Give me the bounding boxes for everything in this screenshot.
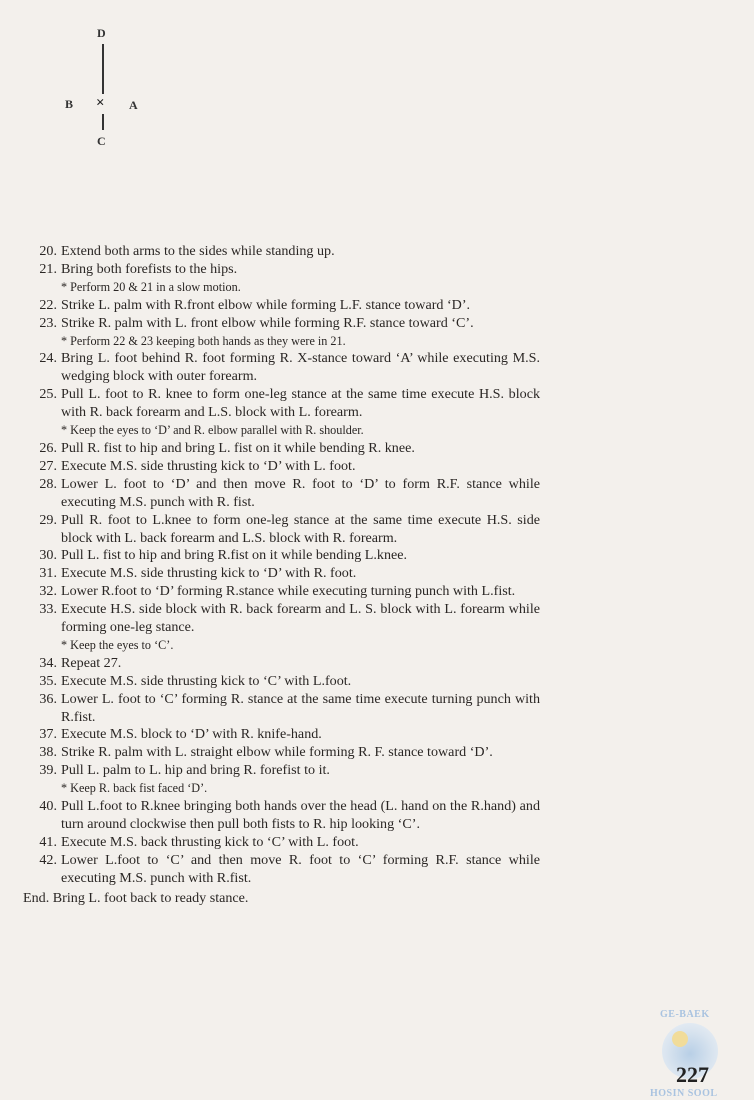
step-note (25, 333, 540, 351)
step-number: 31. (39, 565, 57, 582)
note-indent (25, 637, 61, 655)
step-text: Bring L. foot behind R. foot forming R. X-stance toward ‘A’ while executing M.S. wedging block with outer forearm. (61, 350, 540, 385)
step-number: 25. (39, 386, 57, 403)
step-text: Pull L. foot to R. knee to form one-leg stance at the same time execute H.S. block with R. back forearm and L.S. block with L. forearm. (61, 386, 540, 421)
step-text: Lower L. foot to ‘C’ forming R. stance at the same time execute turning punch with R.fist. (61, 690, 540, 725)
step-number: 29. (39, 511, 57, 528)
step-number: 24. (39, 350, 57, 367)
step-text: Execute M.S. side thrusting kick to ‘C’ with L.foot. (61, 672, 352, 689)
center-x-mark: × (96, 95, 105, 111)
step-number: 22. (39, 296, 57, 313)
step-text: Lower L.foot to ‘C’ and then move R. foot to ‘C’ forming R.F. stance while executing M.S. punch with R.fist. (61, 851, 540, 886)
logo-top-text: GE-BAEK (660, 1009, 710, 1020)
step-text: Repeat 27. (61, 654, 122, 671)
diagram-lower-line (102, 114, 104, 130)
step-item (25, 297, 540, 315)
direction-d-label: D (97, 26, 106, 40)
step-number: 30. (39, 547, 57, 564)
step-text: Execute M.S. back thrusting kick to ‘C’ with L. foot. (61, 833, 359, 850)
step-text: Pull L. palm to L. hip and bring R. forefist to it. (61, 762, 330, 779)
step-text: Strike L. palm with R.front elbow while forming L.F. stance toward ‘D’. (61, 296, 471, 313)
step-text: Strike R. palm with L. straight elbow while forming R. F. stance toward ‘D’. (61, 744, 493, 761)
step-item (25, 673, 540, 691)
step-item (25, 243, 540, 261)
step-number: 39. (39, 762, 57, 779)
step-text: Execute M.S. side thrusting kick to ‘D’ with R. foot. (61, 565, 357, 582)
end-line (23, 890, 540, 908)
step-number: 41. (39, 833, 57, 850)
note-text: * Keep the eyes to ‘C’. (61, 637, 174, 652)
step-item (25, 852, 540, 888)
step-note (25, 279, 540, 297)
step-number: 27. (39, 457, 57, 474)
direction-c-label: C (97, 134, 106, 148)
step-text: Execute H.S. side block with R. back forearm and L. S. block with L. forearm while forming one-leg stance. (61, 601, 540, 636)
step-text: Execute M.S. side thrusting kick to ‘D’ with L. foot. (61, 457, 356, 474)
step-item (25, 655, 540, 673)
step-note (25, 422, 540, 440)
step-number: 33. (39, 601, 57, 618)
end-text: Bring L. foot back to ready stance. (52, 889, 249, 906)
step-note (25, 637, 540, 655)
step-number: 21. (39, 260, 57, 277)
step-item (25, 565, 540, 583)
step-item (25, 798, 540, 834)
end-label: End. (23, 889, 50, 906)
note-text: * Perform 22 & 23 keeping both hands as they were in 21. (61, 333, 346, 348)
step-item (25, 512, 540, 548)
step-number: 35. (39, 672, 57, 689)
step-text: Extend both arms to the sides while standing up. (61, 243, 335, 259)
step-item (25, 476, 540, 512)
note-indent (25, 422, 61, 440)
logo-bottom-text: HOSIN SOOL (650, 1088, 718, 1099)
step-item (25, 315, 540, 333)
step-text: Strike R. palm with L. front elbow while forming R.F. stance toward ‘C’. (61, 314, 474, 331)
note-text: * Keep R. back fist faced ‘D’. (61, 781, 208, 796)
note-indent (25, 780, 61, 798)
step-item (25, 261, 540, 279)
step-number: 26. (39, 439, 57, 456)
step-text: Bring both forefists to the hips. (61, 260, 238, 277)
step-number: 42. (39, 851, 57, 868)
step-item (25, 386, 540, 422)
direction-b-label: B (65, 97, 74, 111)
step-number: 40. (39, 798, 57, 815)
step-number: 23. (39, 314, 57, 331)
step-item (25, 350, 540, 386)
diagram-upper-line (102, 44, 104, 94)
step-number: 28. (39, 475, 57, 492)
step-text: Pull L.foot to R.knee bringing both hands over the head (L. hand on the R.hand) and turn around clockwise then pull both fists to R. hip looking ‘C’. (61, 798, 540, 832)
step-number: 20. (39, 243, 57, 259)
step-number: 38. (39, 744, 57, 761)
step-item (25, 726, 540, 744)
step-text: Pull L. fist to hip and bring R.fist on it while bending L.knee. (61, 547, 408, 564)
step-item (25, 691, 540, 727)
step-text: Pull R. fist to hip and bring L. fist on it while bending R. knee. (61, 439, 415, 456)
step-item (25, 601, 540, 637)
step-text: Execute M.S. block to ‘D’ with R. knife-hand. (61, 726, 322, 743)
direction-a-label: A (129, 98, 138, 112)
step-item (25, 458, 540, 476)
step-text: Pull R. foot to L.knee to form one-leg stance at the same time execute H.S. side block with L. back forearm and L.S. block with R. forearm. (61, 511, 540, 546)
direction-diagram (55, 20, 165, 150)
step-item (25, 583, 540, 601)
step-text: Lower L. foot to ‘D’ and then move R. foot to ‘D’ to form R.F. stance while executing M.S. punch with R. fist. (61, 475, 540, 510)
steps-list (25, 243, 540, 908)
step-item (25, 744, 540, 762)
step-number: 37. (39, 726, 57, 743)
step-item (25, 762, 540, 780)
step-text: Lower R.foot to ‘D’ forming R.stance while executing turning punch with L.fist. (61, 583, 516, 600)
step-number: 32. (39, 583, 57, 600)
step-note (25, 780, 540, 798)
step-number: 34. (39, 654, 57, 671)
note-indent (25, 279, 61, 297)
step-item (25, 547, 540, 565)
step-item (25, 440, 540, 458)
step-number: 36. (39, 690, 57, 707)
note-indent (25, 333, 61, 351)
note-text: * Perform 20 & 21 in a slow motion. (61, 279, 241, 294)
note-text: * Keep the eyes to ‘D’ and R. elbow parallel with R. shoulder. (61, 423, 364, 438)
page-number: 227 (676, 1062, 709, 1087)
logo-sun-icon (672, 1031, 688, 1047)
step-item (25, 834, 540, 852)
